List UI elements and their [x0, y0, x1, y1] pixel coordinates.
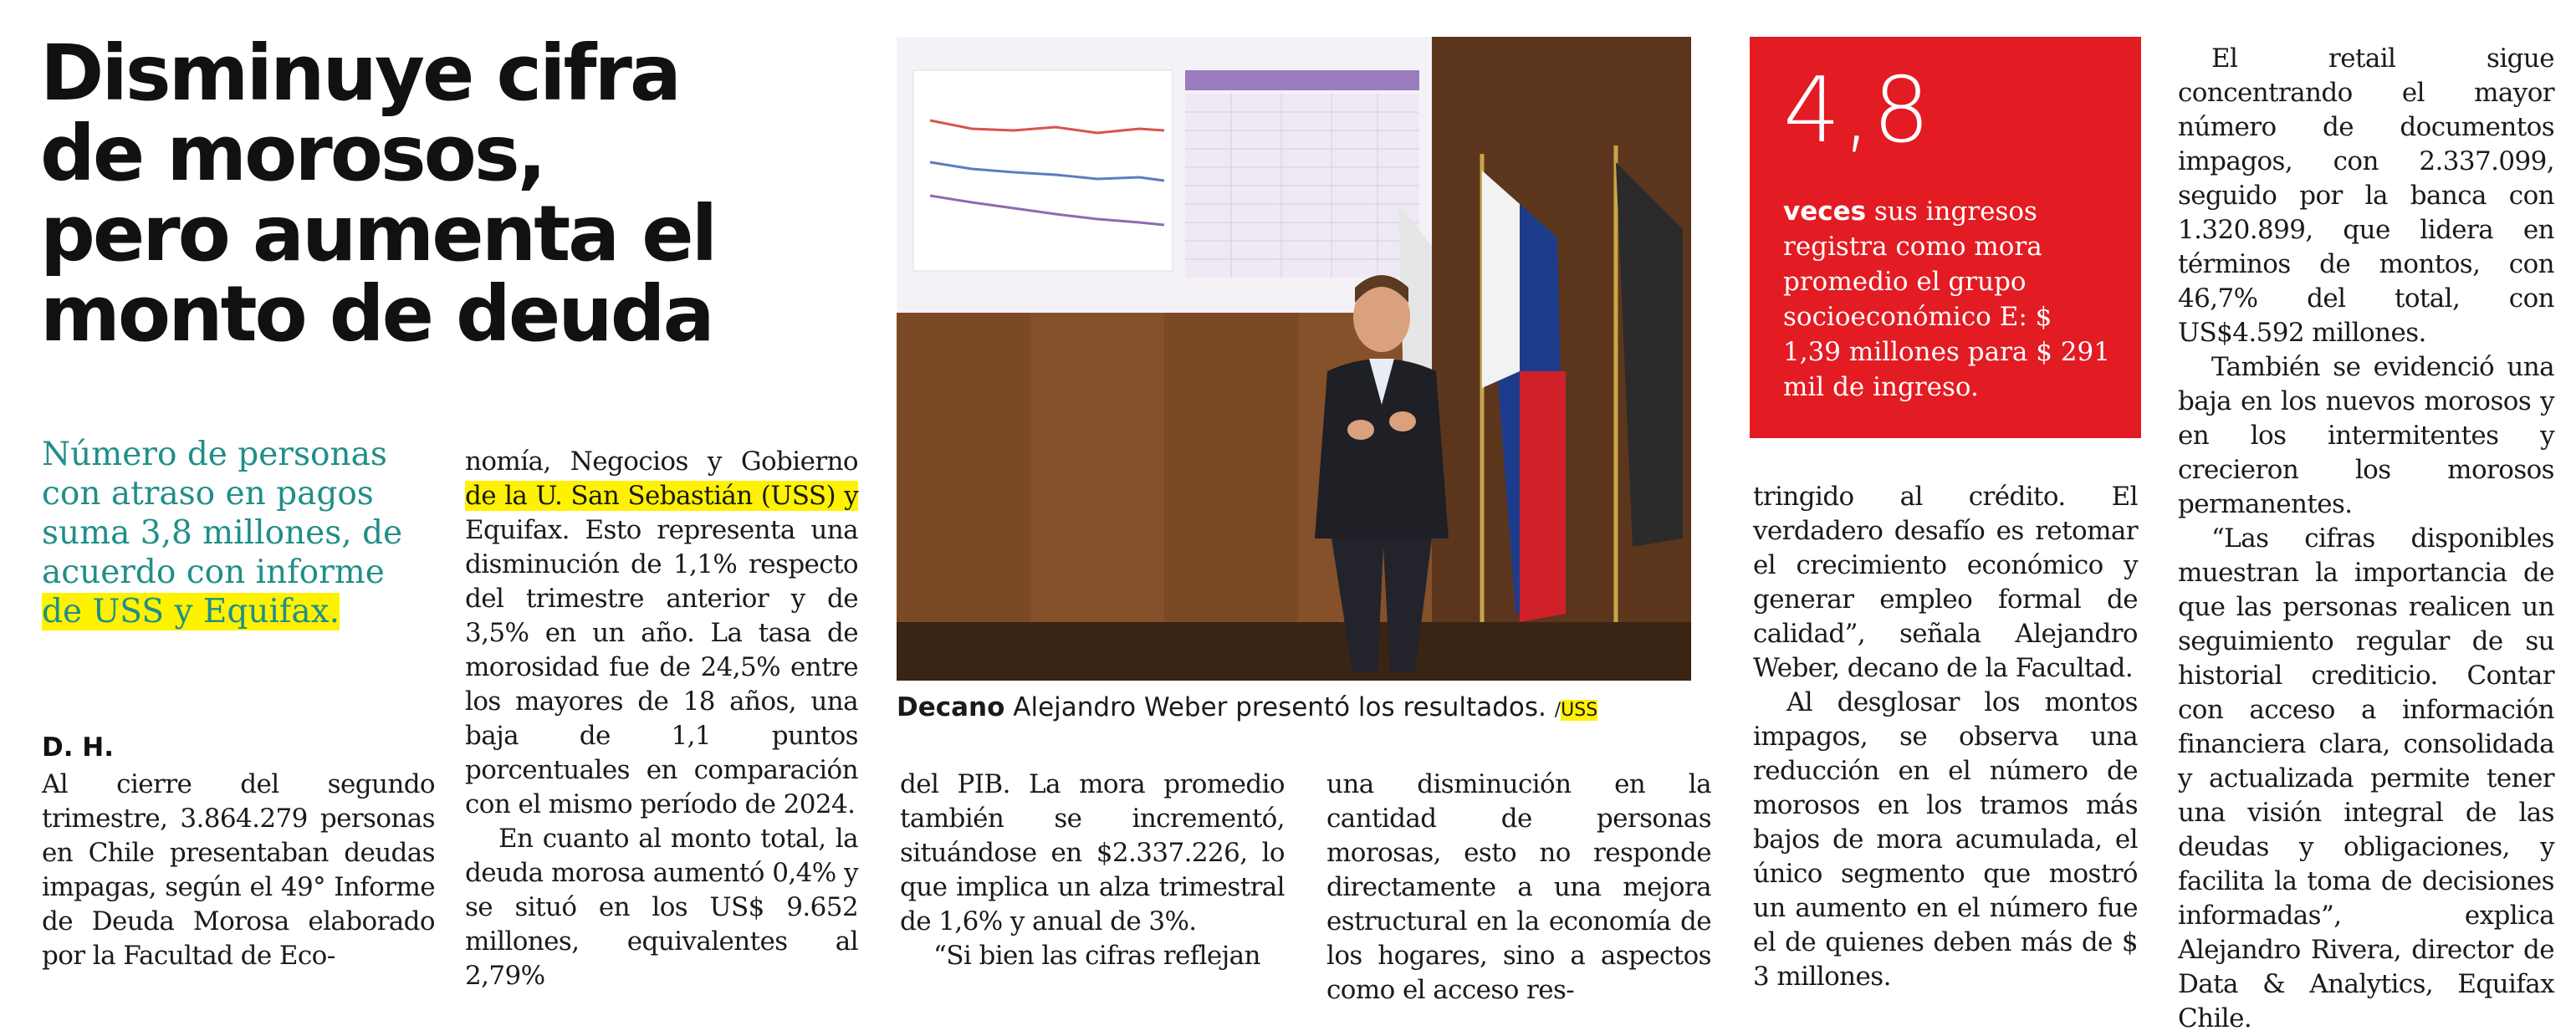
photo-credit: USS	[1561, 700, 1598, 721]
article-column-6	[2178, 42, 2554, 1036]
caption-bold: Decano	[897, 692, 1005, 722]
article-column-4	[1326, 768, 1711, 1008]
fact-bold: veces	[1783, 196, 1867, 227]
fact-box	[1750, 37, 2141, 438]
paragraph: del PIB. La mora promedio también se incrementó, situándose en $2.337.226, lo que implica un alza trimestral de 1,6% y anual de 3%.	[900, 769, 1285, 936]
photo-credit-separator: /	[1554, 700, 1561, 721]
paragraph: El retail sigue concentrando el mayor número de documentos impagos, con 2.337.099, seguido por la banca con 1.320.899, que lidera en términos de montos, con 46,7% del total, con US$4.592 millones.	[2178, 43, 2554, 348]
paragraph: “Si bien las cifras reflejan	[933, 941, 1260, 971]
highlighted-text: de la U. San Sebastián (USS) y	[465, 481, 858, 511]
paragraph: una disminución en la cantidad de personas morosas, esto no responde directamente a una mejora estructural en la economía de los hogares, sino a aspectos como el acceso res-	[1326, 769, 1711, 1005]
article-photo	[897, 37, 1691, 681]
headline	[40, 28, 843, 359]
article-column-2	[465, 445, 858, 993]
caption-text: Alejandro Weber presentó los resultados.	[1013, 692, 1546, 722]
subhead	[42, 435, 435, 631]
headline-line: pero aumenta el	[40, 189, 716, 278]
speaker-scene	[897, 37, 1691, 681]
fact-text	[1783, 194, 2118, 405]
headline-line: monto de deuda	[40, 269, 713, 359]
paragraph-lead: nomía, Negocios y Gobierno	[465, 447, 858, 477]
paragraph: tringido al crédito. El verdadero desafío es retomar el crecimiento económico y generar empleo formal de calidad”, señala Alejandro Weber, decano de la Facultad.	[1753, 482, 2138, 683]
paragraph: Al desglosar los montos impagos, se observa una reducción en el número de morosos en los tramos más bajos de mora acumulada, el único segmento que mostró un aumento en el número fue el de quienes deben más de $ 3 millones.	[1753, 687, 2138, 992]
paragraph: También se evidenció una baja en los nuevos morosos y en los intermitentes y crecieron los morosos permanentes.	[2178, 352, 2554, 519]
headline-line: de morosos,	[40, 109, 544, 198]
byline: D. H.	[42, 732, 115, 763]
article-column-3	[900, 768, 1285, 973]
subhead-highlight: de USS y Equifax.	[42, 593, 340, 630]
article-column-5	[1753, 480, 2138, 994]
fact-number: 4,8	[1783, 59, 1932, 163]
paragraph	[465, 445, 858, 822]
headline-line: Disminuye cifra	[40, 28, 679, 118]
subhead-text: Número de personas con atraso en pagos suma 3,8 millones, de acuerdo con informe	[42, 436, 403, 591]
paragraph: “Las cifras disponibles muestran la importancia de que las personas realicen un seguimiento regular de su historial crediticio. Contar con acceso a información financiera clara, consolidada y actualizada permite tener una visión integral de las deudas y obligaciones, y facilita la toma de decisiones informadas”, explica Alejandro Rivera, director de Data & Analytics, Equifax Chile.	[2178, 523, 2554, 1033]
paragraph: En cuanto al monto total, la deuda morosa aumentó 0,4% y se situó en los US$ 9.652 millones, equivalentes al 2,79%	[465, 824, 858, 991]
article-column-1	[42, 768, 435, 973]
photo-caption	[897, 692, 1597, 722]
paragraph: Al cierre del segundo trimestre, 3.864.279 personas en Chile presentaban deudas impagas, según el 49° Informe de Deuda Morosa elaborado por la Facultad de Eco-	[42, 769, 435, 971]
paragraph-rest: Equifax. Esto representa una disminución de 1,1% respecto del trimestre anterior y de 3,5% en un año. La tasa de morosidad fue de 24,5% entre los mayores de 18 años, una baja de 1,1 puntos porcentuales en comparación con el mismo período de 2024.	[465, 515, 858, 819]
fact-description: sus ingresos registra como mora promedio el grupo socioeconómico E: $ 1,39 millones para $ 291 mil de ingreso.	[1783, 196, 2110, 402]
